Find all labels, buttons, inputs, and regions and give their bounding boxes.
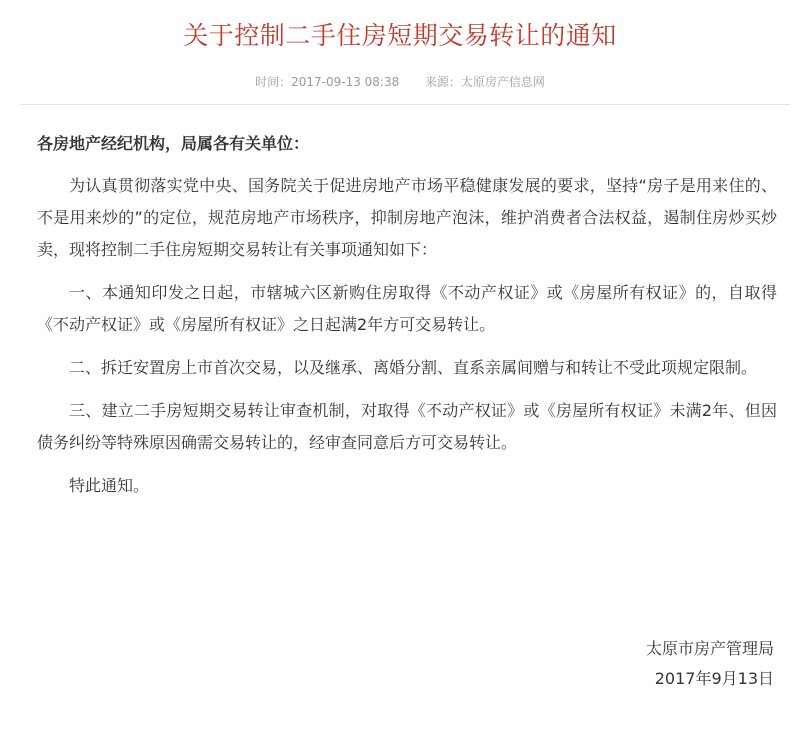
source-label: 来源： [424, 75, 461, 89]
article-title: 关于控制二手住房短期交易转让的通知 [183, 21, 617, 50]
article-body [37, 128, 777, 513]
publish-time: 2017-09-13 08:38 [291, 75, 400, 89]
signature-block [646, 634, 774, 694]
header-divider [20, 104, 790, 105]
paragraph-item-1: 一、本通知印发之日起，市辖城六区新购住房取得《不动产权证》或《房屋所有权证》的，自取得《不动产权证》或《房屋所有权证》之日起满2年方可交易转让。 [37, 283, 777, 334]
issuing-organization: 太原市房产管理局 [645, 639, 774, 658]
time-label: 时间： [255, 75, 292, 89]
source-name[interactable]: 太原房产信息网 [460, 75, 545, 89]
paragraph-intro: 为认真贯彻落实党中央、国务院关于促进房地产市场平稳健康发展的要求，坚持“房子是用来住的、不是用来炒的”的定位，规范房地产市场秩序，抑制房地产泡沫，维护消费者合法权益，遏制住房炒买炒卖，现将控制二手住房短期交易转让有关事项通知如下： [37, 176, 777, 259]
issue-date: 2017年9月13日 [654, 669, 774, 688]
paragraph-item-3: 三、建立二手房短期交易转让审查机制，对取得《不动产权证》或《房屋所有权证》未满2年、但因债务纠纷等特殊原因确需交易转让的，经审查同意后方可交易转让。 [37, 401, 777, 452]
salutation: 各房地产经纪机构，局属各有关单位： [37, 134, 310, 153]
article-meta [0, 73, 800, 90]
paragraph-closing: 特此通知。 [69, 476, 150, 495]
paragraph-item-2: 二、拆迁安置房上市首次交易，以及继承、离婚分割、直系亲属间赠与和转让不受此项规定限制。 [69, 358, 758, 377]
